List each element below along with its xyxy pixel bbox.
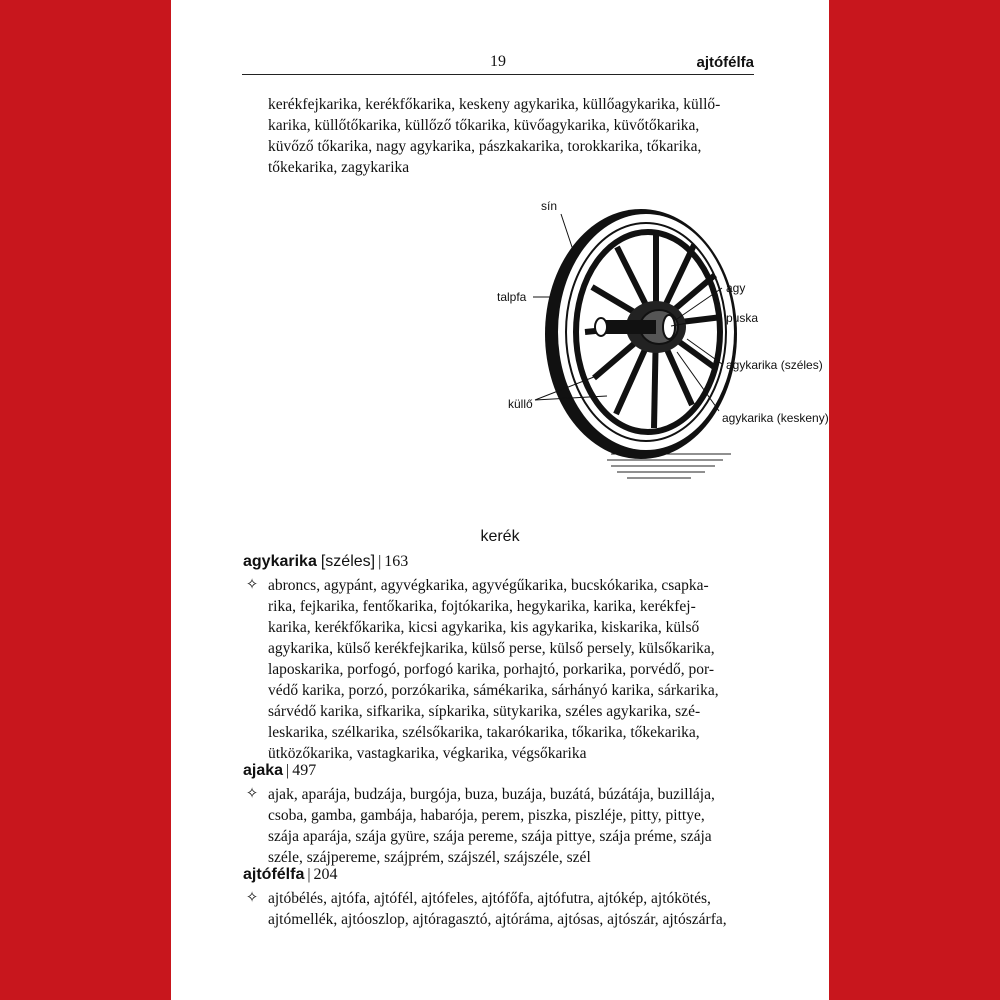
- headword: agykarika: [243, 553, 317, 570]
- text-line: széle, szájpereme, szájprém, szájszél, szájszéle, szél: [268, 849, 591, 866]
- headword: ajtófélfa: [243, 866, 305, 883]
- text-line: szája aparája, szája gyüre, szája pereme, szája pittye, szája préme, szája: [268, 828, 712, 845]
- figure-caption: kerék: [480, 528, 520, 545]
- entry-headline: ajtófélfa | 204: [243, 866, 338, 883]
- text-line: ajak, aparája, budzája, burgója, buza, buzája, buzátá, búzátája, buzillája,: [268, 786, 715, 803]
- entry-number: 163: [384, 553, 409, 570]
- text-line: ajtómellék, ajtóoszlop, ajtóragasztó, ajtóráma, ajtósas, ajtószár, ajtószárfa,: [268, 911, 727, 928]
- text-line: sárvédő karika, sifkarika, sípkarika, sütykarika, széles agykarika, szé-: [268, 703, 701, 720]
- label-kullo: küllő: [508, 397, 533, 411]
- page-number: 19: [490, 53, 506, 70]
- entry-headline: ajaka | 497: [243, 762, 317, 779]
- label-puska: puska: [726, 311, 759, 325]
- text-line: laposkarika, porfogó, porfogó karika, porhajtó, porkarika, porvédő, por-: [268, 661, 715, 678]
- sparkle-icon: ✧: [245, 575, 259, 593]
- sparkle-icon: ✧: [245, 888, 259, 906]
- text-line: karika, kerékfőkarika, kicsi agykarika, kis agykarika, kiskarika, külső: [268, 619, 700, 636]
- qualifier: [széles]: [320, 553, 376, 570]
- text-line: leskarika, szélkarika, szélsőkarika, takarókarika, tőkarika, tőkekarika,: [268, 724, 700, 741]
- entry-headline: agykarika [széles] | 163: [243, 553, 409, 570]
- intro-paragraph: [268, 94, 756, 178]
- label-talpfa: talpfa: [497, 290, 527, 304]
- text-line: kerékfejkarika, kerékfőkarika, keskeny agykarika, küllőagykarika, küllő-: [268, 96, 721, 113]
- label-agykarika-keskeny: agykarika (keskeny): [722, 411, 829, 425]
- wheel-illustration: [311, 192, 829, 502]
- label-sin: sín: [541, 199, 558, 213]
- entry-synonyms: [268, 784, 756, 868]
- headword: ajaka: [243, 762, 284, 779]
- text-line: abroncs, agypánt, agyvégkarika, agyvégűkarika, bucskókarika, csapka-: [268, 577, 709, 594]
- text-line: rika, fejkarika, fentőkarika, fojtókarika, hegykarika, karika, kerékfej-: [268, 598, 696, 615]
- text-line: védő karika, porzó, porzókarika, sámékarika, sárhányó karika, sárkarika,: [268, 682, 719, 699]
- label-agykarika-szeles: agykarika (széles): [726, 358, 823, 372]
- entry-synonyms: [268, 888, 756, 930]
- entry-number: 204: [313, 866, 338, 883]
- label-agy: agy: [726, 281, 746, 295]
- text-line: karika, küllőtőkarika, küllőző tőkarika, küvőagykarika, küvőtőkarika,: [268, 117, 700, 134]
- text-line: ütközőkarika, vastagkarika, végkarika, végsőkarika: [268, 745, 587, 762]
- book-page: [171, 0, 829, 1000]
- sparkle-icon: ✧: [245, 784, 259, 802]
- entry-synonyms: [268, 575, 756, 764]
- text-line: küvőző tőkarika, nagy agykarika, pászkakarika, torokkarika, tőkarika,: [268, 138, 702, 155]
- text-line: agykarika, külső kerékfejkarika, külső perse, külső persely, külsőkarika,: [268, 640, 715, 657]
- running-head: ajtófélfa: [696, 54, 754, 71]
- ground-shadow: [607, 454, 731, 478]
- wheel-drawing: [311, 192, 829, 502]
- text-line: tőkekarika, zagykarika: [268, 159, 410, 176]
- page-header: [242, 52, 754, 75]
- text-line: csoba, gamba, gambája, habarója, perem, piszka, piszléje, pitty, pittye,: [268, 807, 705, 824]
- entry-number: 497: [292, 762, 317, 779]
- text-line: ajtóbélés, ajtófa, ajtófél, ajtófeles, ajtófőfa, ajtófutra, ajtókép, ajtókötés,: [268, 890, 711, 907]
